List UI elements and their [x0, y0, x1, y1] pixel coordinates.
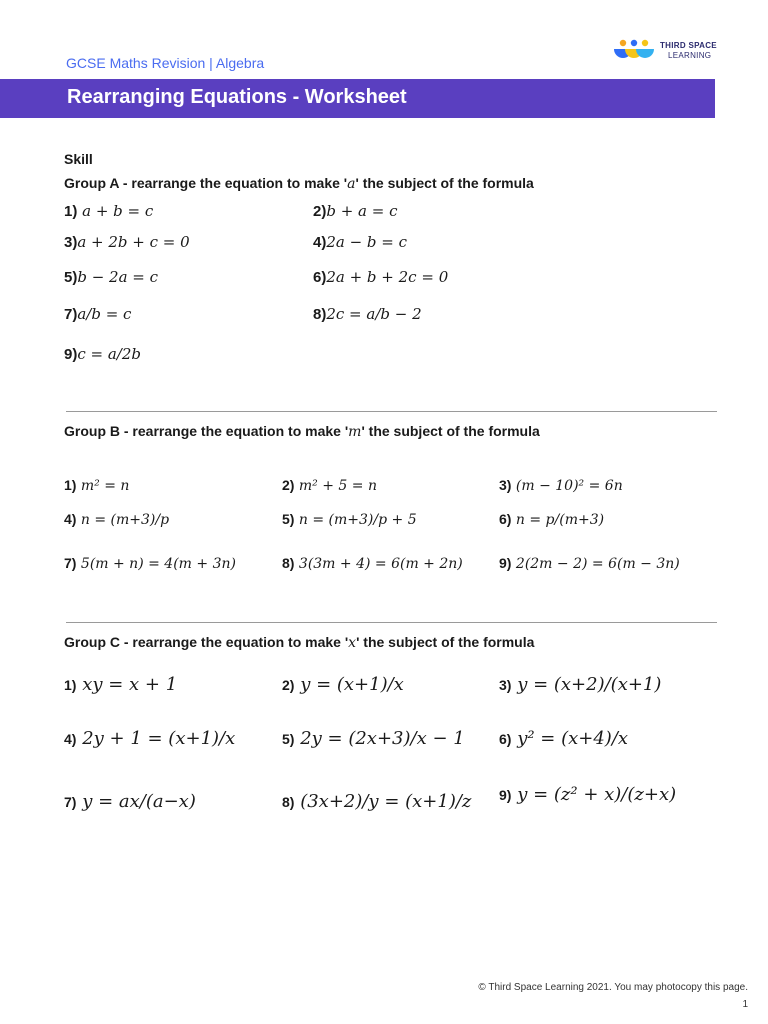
- group-b-question-3: 3) (m − 10)² = 6n: [499, 477, 623, 494]
- group-a-question-1: 1) a + b = c: [64, 202, 154, 220]
- group-a-question-9: 9)c = a/2b: [64, 345, 141, 363]
- equation: 2y = (2x+3)/x − 1: [300, 728, 465, 749]
- equation: m² + 5 = n: [298, 478, 377, 494]
- third-space-learning-logo: [612, 38, 732, 64]
- group-b-question-5: 5) n = (m+3)/p + 5: [282, 511, 417, 528]
- equation: b − 2a = c: [77, 268, 159, 286]
- equation: 2a + b + 2c = 0: [326, 268, 449, 286]
- logo-wordmark: [660, 41, 717, 61]
- group-a-question-7: 7)a/b = c: [64, 305, 132, 323]
- group-b-question-4: 4) n = (m+3)/p: [64, 511, 170, 528]
- group-c-question-2: 2) y = (x+1)/x: [282, 674, 404, 695]
- page-number: 1: [742, 999, 748, 1010]
- group-c-question-9: 9) y = (z² + x)/(z+x): [499, 784, 677, 805]
- group-b-heading-post: ' the subject of the formula: [361, 423, 540, 439]
- page-title: Rearranging Equations - Worksheet: [67, 86, 407, 108]
- group-a-question-6: 6)2a + b + 2c = 0: [313, 268, 449, 286]
- equation: 3(3m + 4) = 6(m + 2n): [298, 556, 463, 572]
- equation: m² = n: [80, 478, 130, 494]
- group-a-variable: a: [347, 176, 356, 192]
- group-c-question-8: 8) (3x+2)/y = (x+1)/z: [282, 791, 472, 812]
- logo-line-2: LEARNING: [668, 51, 712, 60]
- group-a-question-5: 5)b − 2a = c: [64, 268, 159, 286]
- equation: y = (z² + x)/(z+x): [517, 784, 677, 805]
- equation: y = (x+2)/(x+1): [517, 674, 662, 695]
- breadcrumb-subtitle: GCSE Maths Revision | Algebra: [66, 55, 265, 71]
- equation: 5(m + n) = 4(m + 3n): [80, 556, 236, 572]
- group-b-question-8: 8) 3(3m + 4) = 6(m + 2n): [282, 555, 463, 572]
- equation: n = p/(m+3): [515, 512, 605, 528]
- section-divider-b: [66, 622, 717, 623]
- group-b-question-6: 6) n = p/(m+3): [499, 511, 605, 528]
- equation: n = (m+3)/p: [80, 512, 170, 528]
- group-c-question-6: 6) y² = (x+4)/x: [499, 728, 629, 749]
- group-c-question-3: 3) y = (x+2)/(x+1): [499, 674, 662, 695]
- group-a-question-8: 8)2c = a/b − 2: [313, 305, 422, 323]
- equation: y = (x+1)/x: [300, 674, 404, 695]
- equation: a + b = c: [82, 202, 154, 220]
- group-a-heading: [64, 175, 534, 192]
- group-b-heading-pre: Group B - rearrange the equation to make ': [64, 423, 349, 439]
- group-c-heading-pre: Group C - rearrange the equation to make ': [64, 634, 349, 650]
- group-b-question-2: 2) m² + 5 = n: [282, 477, 377, 494]
- equation: (3x+2)/y = (x+1)/z: [300, 791, 472, 812]
- group-a-question-2: 2)b + a = c: [313, 202, 398, 220]
- equation: n = (m+3)/p + 5: [298, 512, 417, 528]
- equation: 2c = a/b − 2: [326, 305, 422, 323]
- group-b-variable: m: [348, 424, 362, 440]
- group-c-question-7: 7) y = ax/(a−x): [64, 791, 196, 812]
- equation: xy = x + 1: [82, 674, 178, 695]
- equation: (m − 10)² = 6n: [515, 478, 623, 494]
- group-b-question-7: 7) 5(m + n) = 4(m + 3n): [64, 555, 236, 572]
- group-b-heading: [64, 423, 540, 440]
- copyright-notice: © Third Space Learning 2021. You may photocopy this page.: [478, 982, 748, 993]
- group-c-question-5: 5) 2y = (2x+3)/x − 1: [282, 728, 465, 749]
- equation: 2(2m − 2) = 6(m − 3n): [515, 556, 680, 572]
- equation: a + 2b + c = 0: [77, 233, 190, 251]
- equation: c = a/2b: [77, 345, 141, 363]
- equation: b + a = c: [326, 202, 398, 220]
- group-a-heading-pre: Group A - rearrange the equation to make ': [64, 175, 348, 191]
- group-a-question-4: 4)2a − b = c: [313, 233, 408, 251]
- equation: 2a − b = c: [326, 233, 408, 251]
- group-c-question-4: 4) 2y + 1 = (x+1)/x: [64, 728, 236, 749]
- group-a-question-3: 3)a + 2b + c = 0: [64, 233, 190, 251]
- title-banner: [0, 79, 715, 118]
- equation: y = ax/(a−x): [82, 791, 196, 812]
- group-c-heading: [64, 634, 534, 651]
- logo-icon: [612, 38, 656, 64]
- group-b-question-9: 9) 2(2m − 2) = 6(m − 3n): [499, 555, 680, 572]
- group-c-variable: x: [348, 635, 357, 651]
- logo-line-1: THIRD SPACE: [660, 41, 717, 50]
- group-c-heading-post: ' the subject of the formula: [356, 634, 535, 650]
- group-b-question-1: 1) m² = n: [64, 477, 130, 494]
- section-divider-a: [66, 411, 717, 412]
- skill-label: Skill: [64, 151, 93, 167]
- equation: y² = (x+4)/x: [517, 728, 629, 749]
- group-a-heading-post: ' the subject of the formula: [355, 175, 534, 191]
- equation: 2y + 1 = (x+1)/x: [82, 728, 236, 749]
- equation: a/b = c: [77, 305, 132, 323]
- group-c-question-1: 1) xy = x + 1: [64, 674, 178, 695]
